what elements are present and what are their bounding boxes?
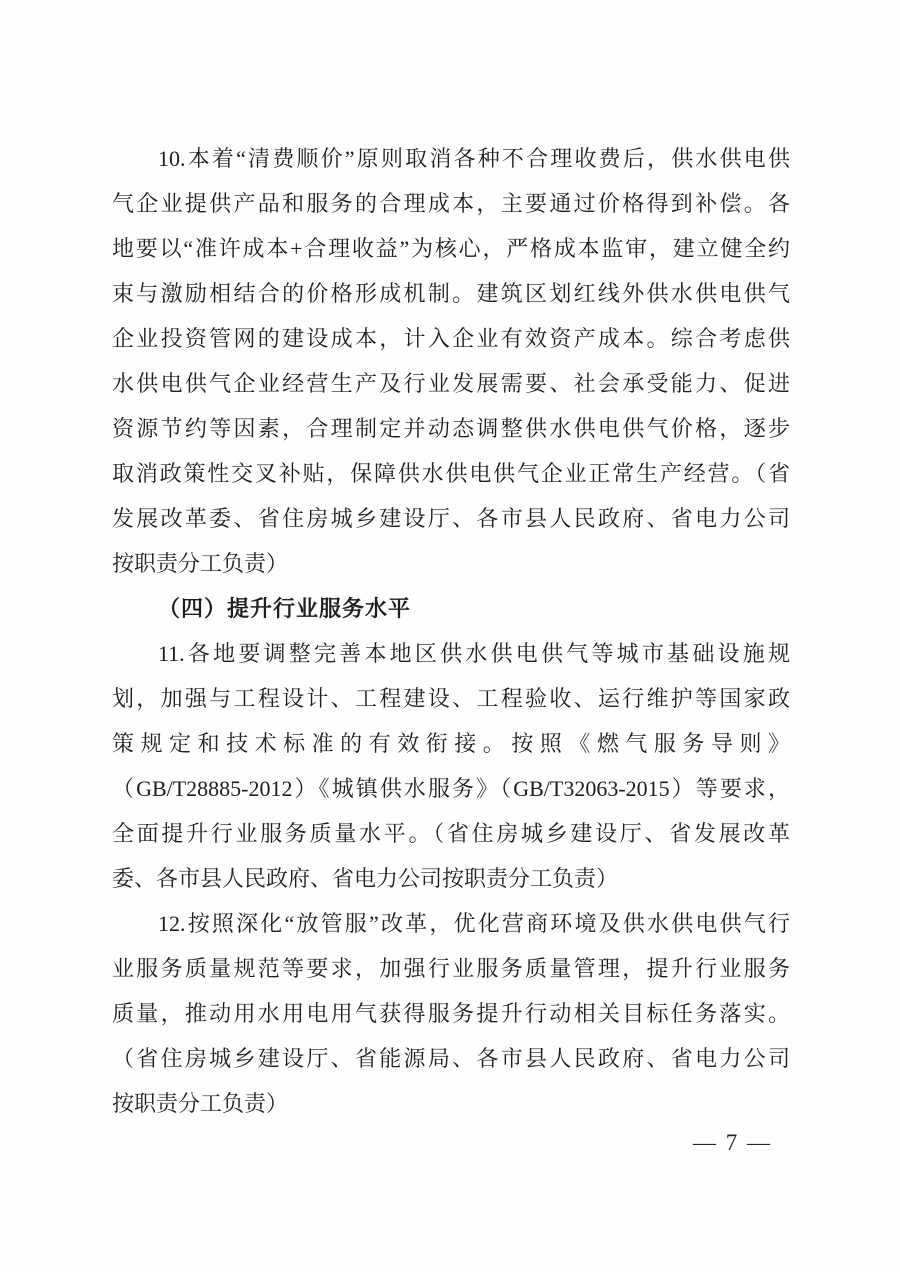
text-line: 水供电供气企业经营生产及行业发展需要、社会承受能力、促进 — [112, 371, 790, 396]
text-line: 划，加强与工程设计、工程建设、工程验收、运行维护等国家政 — [112, 686, 790, 711]
paragraph-10 — [112, 136, 790, 586]
text-line: 委、各市县人民政府、省电力公司按职责分工负责） — [112, 866, 619, 891]
text-line: 取消政策性交叉补贴，保障供水供电供气企业正常生产经营。（省 — [112, 461, 790, 486]
text-line: 气企业提供产品和服务的合理成本，主要通过价格得到补偿。各 — [112, 191, 790, 216]
text-line: 发展改革委、省住房城乡建设厅、各市县人民政府、省电力公司 — [112, 506, 790, 531]
text-line: 质量，推动用水用电用气获得服务提升行动相关目标任务落实。 — [112, 1001, 790, 1026]
text-line: 企业投资管网的建设成本，计入企业有效资产成本。综合考虑供 — [112, 326, 790, 351]
text-line: 资源节约等因素，合理制定并动态调整供水供电供气价格，逐步 — [112, 416, 790, 441]
paragraph-12 — [112, 901, 790, 1126]
text-line: 地要以“准许成本+合理收益”为核心，严格成本监审，建立健全约 — [112, 236, 790, 261]
text-line: 按职责分工负责） — [112, 551, 289, 576]
text-line: 11.各地要调整完善本地区供水供电供气等城市基础设施规 — [158, 641, 790, 666]
text-line: 业服务质量规范等要求，加强行业服务质量管理，提升行业服务 — [112, 956, 790, 981]
text-line: 12.按照深化“放管服”改革，优化营商环境及供水供电供气行 — [158, 911, 790, 936]
text-line: 10.本着“清费顺价”原则取消各种不合理收费后，供水供电供 — [158, 146, 790, 171]
section-heading-line: （四）提升行业服务水平 — [158, 596, 412, 621]
document-body — [112, 136, 790, 1126]
text-line: 策规定和技术标准的有效衔接。按照《燃气服务导则》 — [112, 731, 790, 756]
section-heading-4 — [112, 586, 790, 631]
paragraph-11 — [112, 631, 790, 901]
text-line: （省住房城乡建设厅、省能源局、各市县人民政府、省电力公司 — [112, 1046, 790, 1071]
text-line: 全面提升行业服务质量水平。（省住房城乡建设厅、省发展改革 — [112, 821, 790, 846]
text-line: （GB/T28885-2012）《城镇供水服务》（GB/T32063-2015）等要求， — [112, 776, 790, 801]
page-number: — 7 — — [693, 1130, 772, 1155]
text-line: 束与激励相结合的价格形成机制。建筑区划红线外供水供电供气 — [112, 281, 790, 306]
text-line: 按职责分工负责） — [112, 1091, 289, 1116]
